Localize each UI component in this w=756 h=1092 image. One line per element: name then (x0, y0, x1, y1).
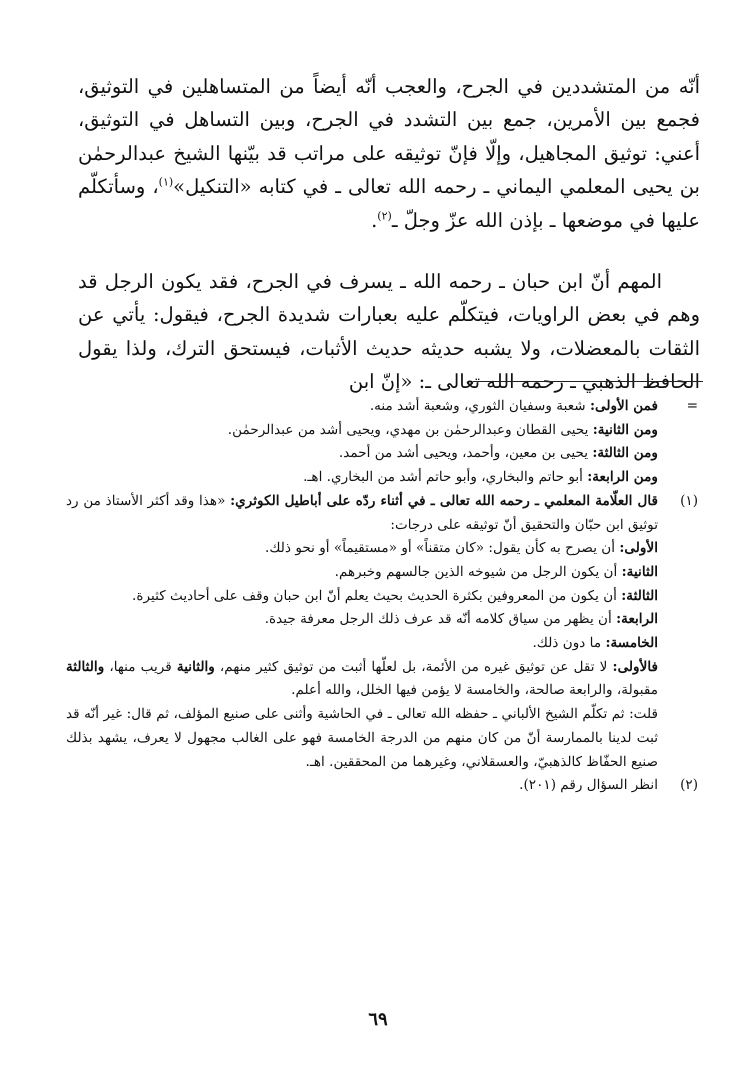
main-text (78, 70, 700, 399)
footnote-line (66, 466, 698, 490)
ranking-label: فالأولى: (612, 658, 658, 675)
degree-ranking (66, 656, 658, 703)
degree-label: الخامسة: (605, 635, 658, 652)
degree-label: الأولى: (619, 540, 658, 557)
paragraph-1-tail: ، وسأتكلّم عليها في موضعها ـ بإذن الله عزّ وجلّ ـ (78, 175, 700, 232)
ranking-label: والثانية (176, 658, 215, 675)
footnote-2 (66, 774, 698, 798)
degree-item (66, 561, 658, 585)
cont-text: يحيى القطان وعبدالرحمٰن بن مهدي، ويحيى أشد من عبدالرحمٰن. (227, 421, 593, 438)
cont-label: فمن الأولى: (589, 398, 658, 414)
degree-item (66, 585, 658, 609)
cont-text: أبو حاتم والبخاري، وأبو حاتم أشد من البخاري. اهـ. (303, 469, 588, 486)
footnote-continuation (66, 395, 698, 419)
cont-label: ومن الثالثة: (592, 445, 658, 462)
footnote-1-comment: قلت: ثم تكلّم الشيخ الألباني ـ حفظه الله تعالى ـ في الحاشية وأثنى على صنيع المؤلف، ثم قال: غير أنّه قد ثبت لدينا بالممارسة أنّ من كان منهم من الدرجة الخامسة فهو على الغالب مجهول لا يعرف، يشهد بذلك صنيع الحفّاظ كالذهبيّ، والعسقلاني، وغيرهما من المحققين. اهـ. (66, 706, 658, 770)
footnote-1-number: (١) (680, 492, 698, 509)
degree-text: أن يكون الرجل من شيوخه الذين جالسهم وخبرهم. (334, 563, 622, 580)
footnote-ref-1[interactable]: (١) (158, 175, 174, 189)
footnote-line (66, 442, 698, 466)
footnote-2-body: انظر السؤال رقم (٢٠١). (519, 777, 658, 794)
footnote-1-intro-text: «هذا وقد أكثر الأستاذ من رد توثيق ابن حبّان والتحقيق أنّ توثيقه على درجات: (66, 492, 658, 533)
footnote-2-number: (٢) (680, 777, 698, 794)
footnote-1-intro (66, 490, 658, 537)
footnote-1-heading: قال العلّامة المعلمي ـ رحمه الله تعالى ـ في أثناء ردّه على أباطيل الكوثري: (230, 492, 658, 509)
degree-label: الثالثة: (621, 587, 658, 604)
footnote-ref-2[interactable]: (٢) (377, 209, 392, 223)
degree-text: ما دون ذلك. (532, 635, 606, 652)
ranking-label: والثالثة (66, 658, 105, 675)
continuation-mark: = (686, 398, 698, 414)
footnote-separator (473, 381, 703, 382)
footnote-line (66, 419, 698, 443)
degree-item (66, 537, 658, 561)
degree-item (66, 608, 658, 632)
paragraph-1-text: أنّه من المتشددين في الجرح، والعجب أنّه أيضاً من المتساهلين في التوثيق، فجمع بين الأمرين، جمع بين التشدد في الجرح، وبين التساهل في التوثيق، أعني: توثيق المجاهيل، وإلّا فإنّ توثيقه على مراتب قد بيّنها الشيخ عبدالرحمٰن بن يحيى المعلمي اليماني ـ رحمه الله تعالى ـ في كتابه «التنكيل» (78, 75, 700, 199)
ranking-text: قريب منها، (104, 658, 177, 675)
cont-text: شعبة وسفيان الثوري، وشعبة أشد منه. (369, 398, 590, 414)
footnote-1-body (66, 490, 658, 774)
degree-label: الرابعة: (616, 611, 658, 628)
cont-label: ومن الثانية: (592, 421, 658, 438)
degree-label: الثانية: (621, 563, 658, 580)
degree-text: أن يكون من المعروفين بكثرة الحديث بحيث يعلم أنّ ابن حبان وقف على أحاديث كثيرة. (132, 587, 622, 604)
paragraph-1 (78, 70, 700, 237)
paragraph-2: المهم أنّ ابن حبان ـ رحمه الله ـ يسرف في الجرح، فقد يكون الرجل قد وهم في بعض الراويات، فيتكلّم عليه بعبارات شديدة الجرح، فيقول: يأتي عن الثقات بالمعضلات، ولا يشبه حديثه حديث الأثبات، فيستحق الترك، ولذا يقول الحافظ الذهبي ـ رحمه الله تعالى ـ: «إنّ ابن (78, 270, 700, 394)
footnote-1 (66, 490, 698, 774)
degree-text: أن يصرح به كأن يقول: «كان متقناً» أو «مستقيماً» أو نحو ذلك. (265, 540, 620, 557)
ranking-text: مقبولة، والرابعة صالحة، والخامسة لا يؤمن فيها الخلل، والله أعلم. (291, 682, 658, 699)
page-number: ٦٩ (368, 1009, 388, 1030)
paragraph-1-end: . (371, 208, 378, 232)
cont-text: يحيى بن معين، وأحمد، ويحيى أشد من أحمد. (338, 445, 593, 462)
degree-item (66, 632, 658, 656)
ranking-text: لا تقل عن توثيق غيره من الأئمة، بل لعلّها أثبت من توثيق كثير منهم، (214, 658, 613, 675)
degree-text: أن يظهر من سياق كلامه أنّه قد عرف ذلك الرجل معرفة جيدة. (264, 611, 617, 628)
footnotes (66, 395, 698, 798)
cont-label: ومن الرابعة: (587, 469, 658, 486)
